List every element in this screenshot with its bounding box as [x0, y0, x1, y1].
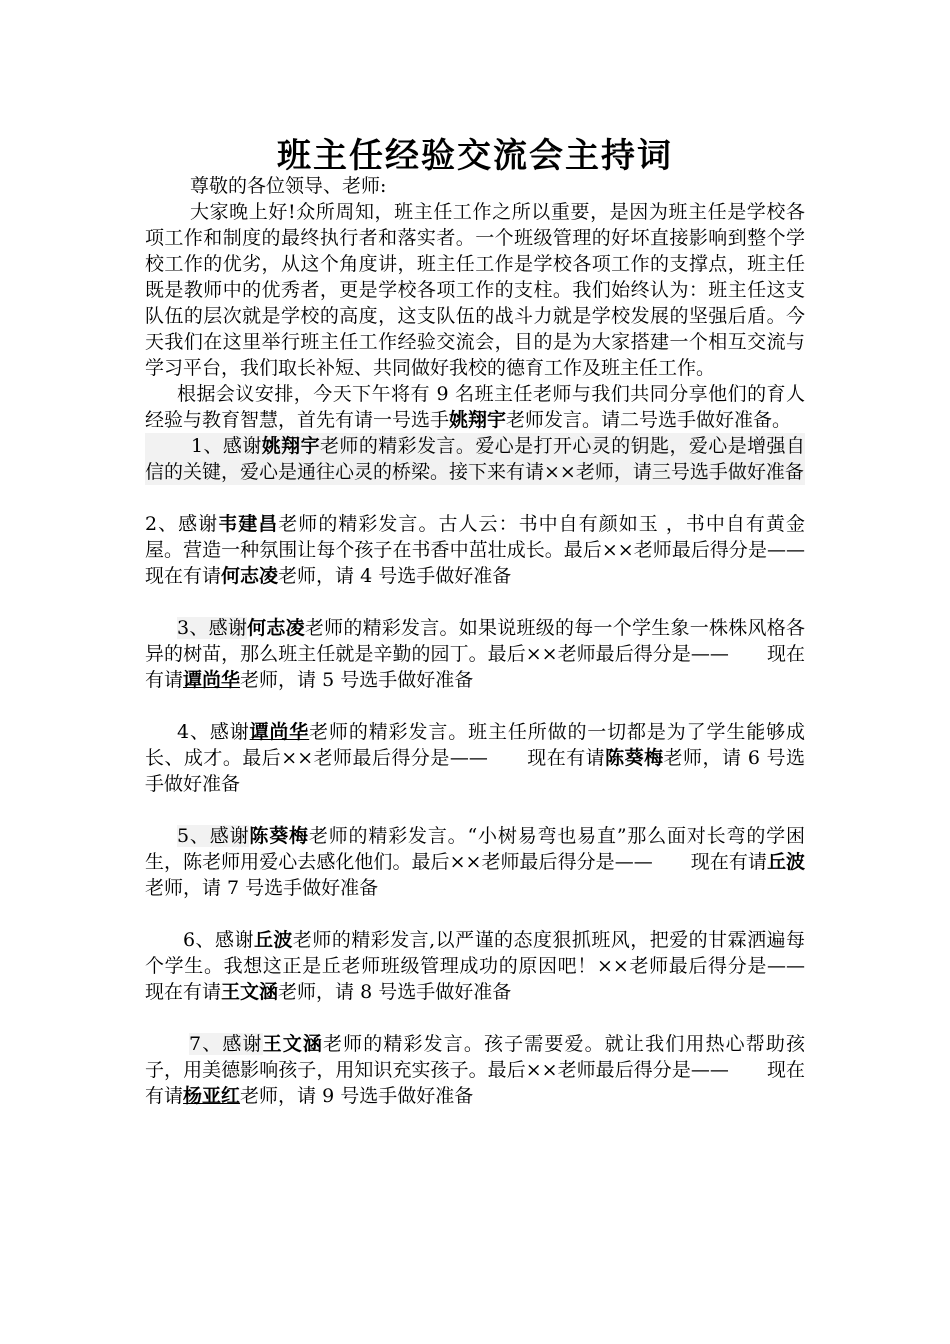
intro-paragraph: 大家晚上好!众所周知，班主任工作之所以重要，是因为班主任是学校各项工作和制度的最终执行者和落实者。一个班级管理的好坏直接影响到整个学校工作的优劣，从这个角度讲，班主任工作是学校各项工作的支撑点，班主任既是教师中的优秀者，更是学校各项工作的支柱。我们始终认为：班主任这支队伍的层次就是学校的高度，这支队伍的战斗力就是学校发展的坚强后盾。今天我们在这里举行班主任工作经验交流会，目的是为大家搭建一个相互交流与学习平台，我们取长补短、共同做好我校的德育工作及班主任工作。	[145, 201, 805, 379]
speech-item	[145, 511, 844, 589]
page-title: 班主任经验交流会主持词	[277, 136, 673, 176]
document-body	[145, 173, 844, 1109]
item-text-end: 老师，请 6 号选手做好准备	[145, 747, 805, 795]
item-text-end: 老师，请 9 号选手做好准备	[240, 1085, 474, 1107]
next-teacher-name: 王文涵	[221, 981, 279, 1003]
item-prefix: 5、感谢	[177, 825, 250, 847]
speech-item	[145, 433, 805, 485]
item-prefix: 6、感谢	[183, 929, 254, 951]
item-text-end: 老师，请 4 号选手做好准备	[278, 565, 512, 587]
item-text: 老师的精彩发言。班主任所做的一切都是为了学生能够成长、成才。最后××老师最后得分是—— 现在有请	[145, 721, 805, 769]
next-teacher-name: 杨亚红	[183, 1085, 241, 1107]
arrangement-text: 根据会议安排，今天下午将有 9 名班主任老师与我们共同分享他们的育人经验与教育智慧，首先有请一号选手	[145, 383, 805, 431]
item-text-end: 老师，请 7 号选手做好准备	[145, 877, 379, 899]
teacher-name: 王文涵	[262, 1033, 323, 1055]
teacher-name: 陈葵梅	[249, 825, 309, 847]
item-text: 老师的精彩发言,以严谨的态度狠抓班风，把爱的甘霖洒遍每个学生。我想这正是丘老师班级管理成功的原因吧！××老师最后得分是—— 现在有请	[145, 929, 825, 1003]
item-prefix: 4、感谢	[177, 721, 250, 743]
item-prefix: 2、感谢	[145, 513, 219, 535]
arrangement-text-end: 老师发言。请二号选手做好准备。	[506, 409, 792, 431]
item-text: 老师的精彩发言。“小树易弯也易直”那么面对长弯的学困生，陈老师用爱心去感化他们。最后××老师最后得分是—— 现在有请	[145, 825, 805, 873]
speech-item	[145, 1031, 805, 1109]
speech-item	[145, 927, 825, 1005]
item-text: 老师的精彩发言。爱心是打开心灵的钥匙，爱心是增强自信的关键，爱心是通往心灵的桥梁。接下来有请××老师，请三号选手做好准备	[145, 435, 805, 483]
item-prefix: 1、感谢	[191, 435, 262, 457]
teacher-name: 韦建昌	[218, 513, 279, 535]
next-teacher-name: 丘波	[766, 851, 805, 873]
arrangement-paragraph	[145, 381, 805, 433]
teacher-name: 丘波	[253, 929, 293, 951]
item-text: 老师的精彩发言。孩子需要爱。就让我们用热心帮助孩子，用美德影响孩子，用知识充实孩子。最后××老师最后得分是—— 现在有请	[145, 1033, 805, 1107]
item-prefix: 7、感谢	[189, 1033, 263, 1055]
item-text-end: 老师，请 5 号选手做好准备	[240, 669, 474, 691]
speech-item	[145, 823, 805, 901]
next-teacher-name: 何志凌	[221, 565, 279, 587]
speech-item	[145, 719, 805, 797]
next-teacher-name: 谭尚华	[183, 669, 241, 691]
teacher-name: 何志凌	[247, 617, 305, 639]
greeting-paragraph: 尊敬的各位领导、老师:	[190, 175, 387, 197]
next-teacher-name: 陈葵梅	[605, 747, 664, 769]
teacher-name: 谭尚华	[249, 721, 310, 743]
item-text: 老师的精彩发言。古人云：书中自有颜如玉 ，书中自有黄金屋。营造一种氛围让每个孩子在书香中茁壮成长。最后××老师最后得分是—— 现在有请	[145, 513, 844, 587]
item-text-end: 老师，请 8 号选手做好准备	[278, 981, 512, 1003]
speech-item	[145, 615, 805, 693]
item-text: 老师的精彩发言。如果说班级的每一个学生象一株株风格各异的树苗，那么班主任就是辛勤的园丁。最后××老师最后得分是—— 现在有请	[145, 617, 805, 691]
teacher-name: 姚翔宇	[261, 435, 320, 457]
teacher-name: 姚翔宇	[449, 409, 507, 431]
item-prefix: 3、感谢	[177, 617, 248, 639]
